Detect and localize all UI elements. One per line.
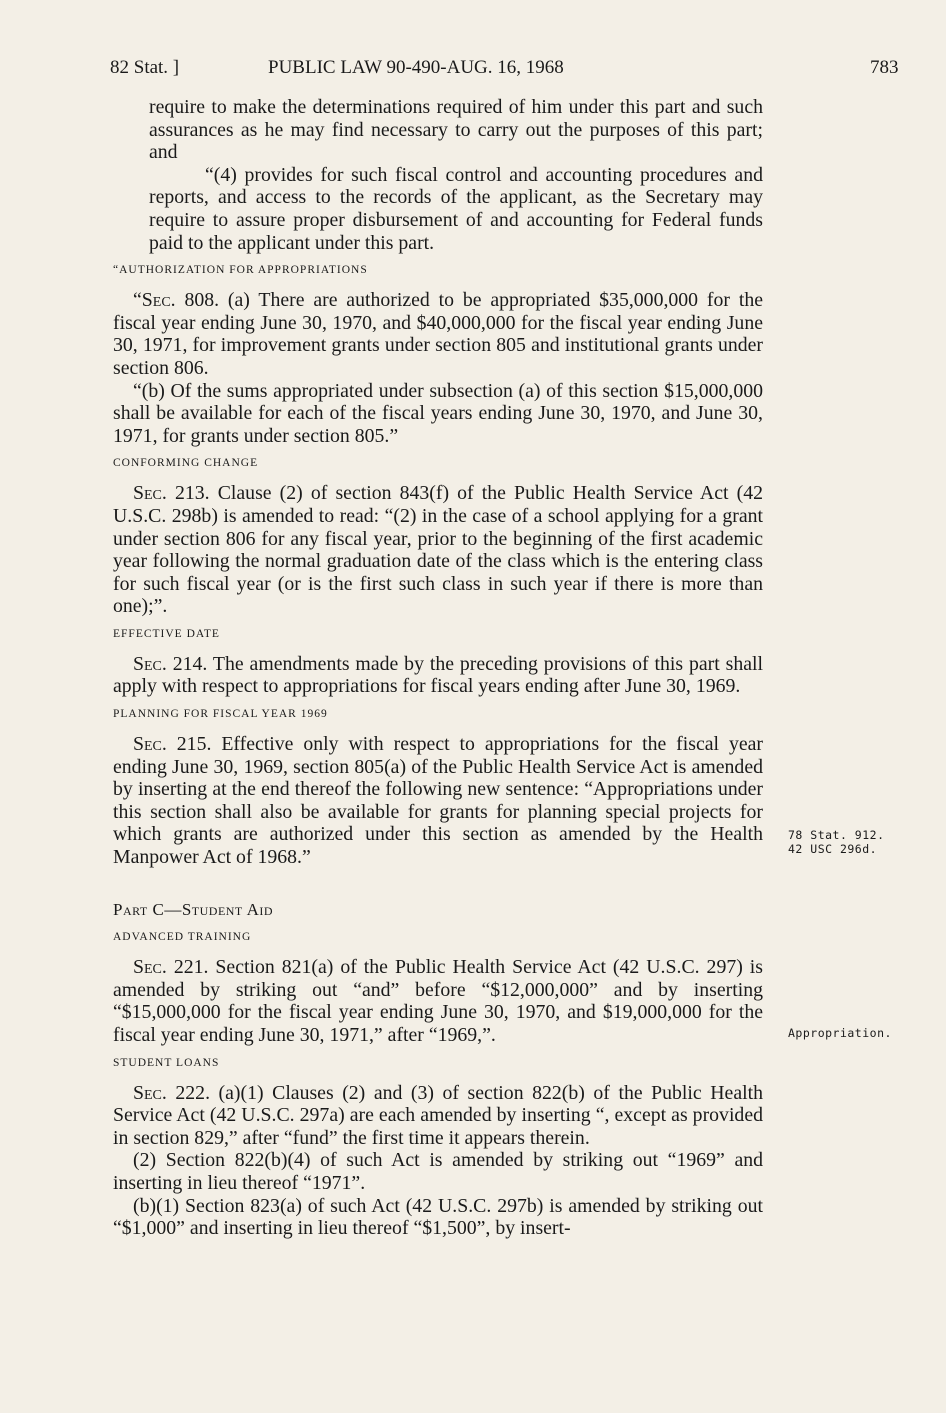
section-label: Sec.: [133, 733, 167, 756]
section-label: Sec.: [133, 482, 167, 505]
page-title: PUBLIC LAW 90-490-AUG. 16, 1968: [268, 57, 564, 78]
paragraph: (b)(1) Section 823(a) of such Act (42 U.S.C. 297b) is amended by striking out “$1,000” and inserting in lieu thereof “$1,500”, by insert-: [113, 1194, 763, 1240]
paragraph: require to make the determinations required of him under this part and such assurances as he may find necessary to carry out the purposes of this part; and: [149, 96, 763, 164]
page-header: [0, 57, 946, 83]
section-heading: “AUTHORIZATION FOR APPROPRIATIONS: [113, 264, 368, 277]
paragraph: [113, 482, 763, 618]
paragraph-text: 215. Effective only with respect to appropriations for the fiscal year ending June 30, 1969, section 805(a) of the Public Health Service Act is amended by inserting at the end thereof the following new sentence: “Appropriations under this section shall also be available for grants for planning special projects for which grants are authorized under this section as amended by the Health Manpower Act of 1968.”: [113, 733, 763, 869]
paragraph-text: 222. (a)(1) Clauses (2) and (3) of section 822(b) of the Public Health Service Act (42 U.S.C. 297a) are each amended by inserting “, except as provided in section 829,” after “fund” the first time it appears therein.: [113, 1081, 763, 1149]
section-heading: CONFORMING CHANGE: [113, 457, 259, 470]
paragraph: [113, 733, 763, 869]
margin-note-appropriation: Appropriation.: [788, 1026, 892, 1040]
paragraph: “(b) Of the sums appropriated under subsection (a) of this section $15,000,000 shall be available for each of the fiscal years ending June 30, 1970, and June 30, 1971, for grants under section 805.”: [113, 379, 763, 447]
margin-note-citation: [788, 828, 885, 856]
part-heading: Part C—Student Aid: [113, 899, 274, 919]
section-label: “Sec.: [133, 289, 176, 312]
paragraph: (2) Section 822(b)(4) of such Act is amended by striking out “1969” and inserting in lieu thereof “1971”.: [113, 1149, 763, 1194]
document-body: [113, 96, 763, 1240]
section-label: Sec.: [133, 956, 167, 979]
paragraph: “(4) provides for such fiscal control and accounting procedures and reports, and access to the records of the applicant, as the Secretary may require to assure proper disbursement of and accounting for Federal funds paid to the applicant under this part.: [149, 163, 763, 254]
paragraph: [113, 956, 763, 1046]
section-heading: PLANNING FOR FISCAL YEAR 1969: [113, 708, 328, 721]
paragraph: [113, 653, 763, 698]
section-label: Sec.: [133, 1081, 167, 1104]
section-heading: EFFECTIVE DATE: [113, 627, 220, 640]
paragraph-text: 221. Section 821(a) of the Public Health Service Act (42 U.S.C. 297) is amended by striking out “and” before “$12,000,000” and by inserting “$15,000,000 for the fiscal year ending June 30, 1970, and $19,000,000 for the fiscal year ending June 30, 1971,” after “1969,”.: [113, 956, 763, 1046]
margin-note-line: 42 USC 296d.: [788, 842, 878, 856]
section-label: Sec.: [133, 652, 167, 675]
paragraph: [113, 289, 763, 379]
margin-note-line: 78 Stat. 912.: [788, 828, 885, 842]
paragraph-text: 214. The amendments made by the preceding provisions of this part shall apply with respect to appropriations for fiscal years ending after June 30, 1969.: [113, 652, 763, 698]
page-number: 783: [870, 57, 899, 78]
paragraph-text: 808. (a) There are authorized to be appropriated $35,000,000 for the fiscal year ending June 30, 1970, and $40,000,000 for the fiscal year ending June 30, 1971, for improvement grants under section 805 and institutional grants under section 806.: [113, 289, 763, 379]
paragraph-text: 213. Clause (2) of section 843(f) of the Public Health Service Act (42 U.S.C. 298b) is amended to read: “(2) in the case of a school applying for a grant under section 806 for any fiscal year, prior to the beginning of the first academic year following the normal graduation date of the class which is the entering class for such fiscal year (or is the first such class in such year if there is more than one);”.: [113, 482, 763, 618]
paragraph: [113, 1082, 763, 1150]
stat-reference: 82 Stat. ]: [110, 57, 180, 78]
section-heading: STUDENT LOANS: [113, 1056, 220, 1069]
section-heading: ADVANCED TRAINING: [113, 931, 252, 944]
